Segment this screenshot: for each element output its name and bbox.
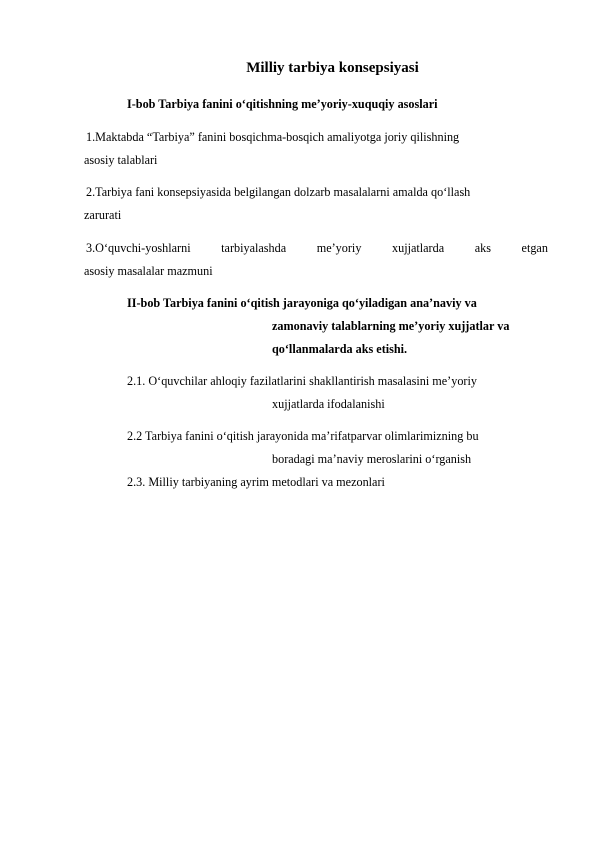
chapter2-item1-line2: xujjatlarda ifodalanishi bbox=[272, 397, 385, 411]
chapter1-item2-line2: zarurati bbox=[84, 208, 122, 222]
chapter1-item2-line1: 2.Tarbiya fani konsepsiyasida belgilangan dolzarb masalalarni amalda qo‘llash bbox=[86, 185, 471, 199]
chapter2-heading-line3: qo‘llanmalarda aks etishi. bbox=[272, 342, 408, 356]
chapter1-item3-word: etgan bbox=[521, 241, 548, 255]
chapter2-item1-line1: 2.1. O‘quvchilar ahloqiy fazilatlarini shakllantirish masalasini me’yoriy bbox=[127, 374, 477, 388]
chapter2-item2-line1: 2.2 Tarbiya fanini o‘qitish jarayonida ma’rifatparvar olimlarimizning bu bbox=[127, 429, 479, 443]
chapter1-item3-line2: asosiy masalalar mazmuni bbox=[84, 264, 213, 278]
chapter1-item3-word: me’yoriy bbox=[316, 241, 362, 255]
chapter2-heading-line2: zamonaviy talablarning me’yoriy xujjatlar va bbox=[272, 319, 510, 333]
chapter1-item3-word: 3.O‘quvchi-yoshlarni bbox=[86, 241, 191, 255]
chapter1-item1-line1: 1.Maktabda “Tarbiya” fanini bosqichma-bosqich amaliyotga joriy qilishning bbox=[86, 130, 460, 144]
chapter1-heading: I-bob Tarbiya fanini o‘qitishning me’yoriy-xuquqiy asoslari bbox=[127, 97, 438, 111]
chapter1-item3-word: tarbiyalashda bbox=[221, 241, 287, 255]
chapter2-item2-line2: boradagi ma’naviy meroslarini o‘rganish bbox=[272, 452, 472, 466]
chapter2-heading-line1: II-bob Tarbiya fanini o‘qitish jarayoniga qo‘yiladigan ana’naviy va bbox=[127, 296, 477, 310]
chapter1-item1-line2: asosiy talablari bbox=[84, 153, 158, 167]
chapter1-item3-line1 bbox=[86, 240, 548, 256]
chapter1-item3-word: xujjatlarda bbox=[392, 241, 445, 255]
chapter2-item3-line1: 2.3. Milliy tarbiyaning ayrim metodlari va mezonlari bbox=[127, 475, 385, 489]
chapter1-item3-word: aks bbox=[474, 241, 491, 255]
document-title: Milliy tarbiya konsepsiyasi bbox=[246, 60, 419, 76]
